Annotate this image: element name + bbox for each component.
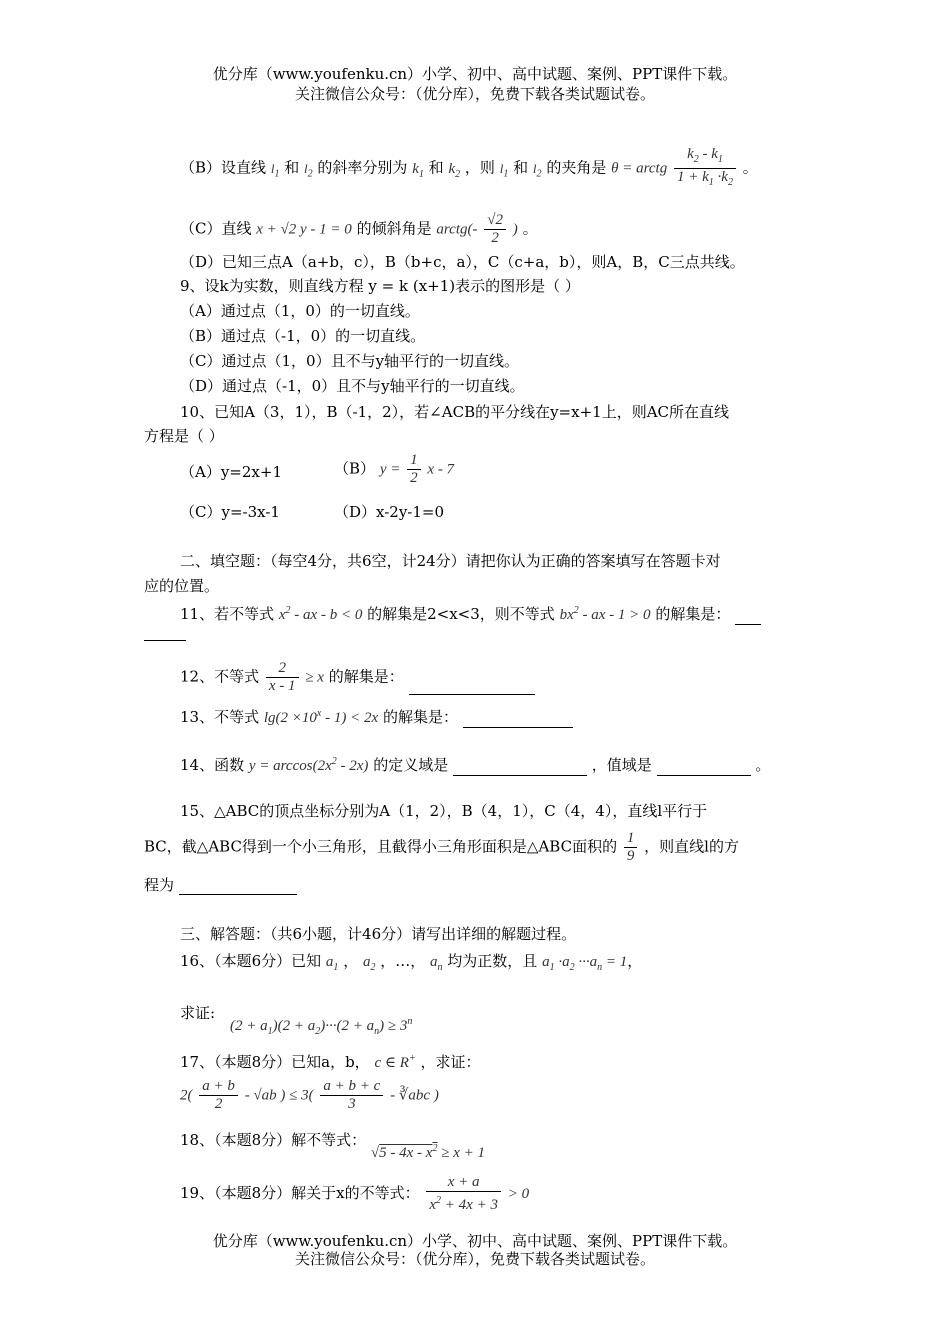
q8-option-d: （D）已知三点A（a+b，c），B（b+c，a），C（c+a，b），则A，B，C三点共线。 [180, 253, 745, 271]
q15-line3: 程为 [144, 875, 297, 895]
angle-formula-fraction: $\frac{k_2 - k_1}{1 + k_1 \cdot k_2}$ [674, 146, 736, 191]
q10-stem-line2: 方程是（ ） [144, 427, 224, 445]
q15-line1: 15、△ABC的顶点坐标分别为A（1，2），B（4，1），C（4，4），直线l平行于 [180, 802, 708, 820]
q15-answer-blank[interactable] [179, 880, 297, 895]
q11-answer-blank-continued[interactable] [144, 640, 186, 641]
q12: 12、不等式 $\frac{2}{x - 1}$ ≥ x 的解集是： [180, 660, 535, 695]
section2-title-line1: 二、填空题：（每空4分，共6空，计24分）请把你认为正确的答案填写在答题卡对 [180, 552, 721, 570]
q14: 14、函数 $y = \arccos(2x^2 - 2x)$ 的定义域是 ，值域是 。 [180, 756, 771, 774]
q10-option-c: （C）y=-3x-1 [180, 503, 280, 521]
q12-answer-blank[interactable] [409, 680, 535, 695]
q8-option-b: （B）设直线 $l_1$ 和 $l_2$ 的斜率分别为 $k_1$ 和 $k_2$ ，则 $l_1$ 和 $l_2$ 的夹角是 θ = arctg $\frac{k_2 - k_1}{1 + k_1 \cdot k_2}$ 。 [180, 146, 758, 191]
section2-title-line2: 应的位置。 [144, 577, 220, 595]
q14-range-blank[interactable] [657, 761, 751, 776]
q17-formula: 2( $\frac{a + b}{2}$ - √ab ) ≤ 3( $\frac{a + b + c}{3}$ - ∛abc ) [180, 1078, 439, 1112]
q8-option-c: （C）直线 x + √2 y - 1 = 0 的倾斜角是 arctg(- $\frac{√2}{2}$ ) 。 [180, 212, 538, 246]
q16-formula: $(2 + a_1)(2 + a_2)\cdot\cdot\cdot(2 + a_n) \ge 3^n$ [230, 1016, 413, 1037]
q9-option-a: （A）通过点（1，0）的一切直线。 [180, 302, 420, 320]
q18: 18、（本题8分）解不等式： $√5 - 4x - x^2 \ge x + 1$ [180, 1131, 485, 1161]
q9-option-b: （B）通过点（-1，0）的一切直线。 [180, 327, 426, 345]
header-line-1: 优分库（www.youfenku.cn）小学、初中、高中试题、案例、PPT课件下载。 [212, 65, 738, 83]
section3-title: 三、解答题：（共6小题，计46分）请写出详细的解题过程。 [180, 925, 577, 943]
q10-stem-line1: 10、已知A（3，1），B（-1，2），若∠ACB的平分线在y=x+1上，则AC所在直线 [180, 403, 730, 421]
q9-option-d: （D）通过点（-1，0）且不与y轴平行的一切直线。 [180, 377, 525, 395]
q11: 11、若不等式 $x^2$ - ax - b < 0 的解集是2<x<3，则不等式 $bx^2$ - ax - 1 > 0 的解集是： [180, 601, 761, 625]
q10-option-a: （A）y=2x+1 [180, 463, 282, 481]
q9-stem: 9、设k为实数，则直线方程 y = k (x+1)表示的图形是（ ） [180, 277, 580, 295]
q9-option-c: （C）通过点（1，0）且不与y轴平行的一切直线。 [180, 352, 520, 370]
q16-line1: 16、（本题6分）已知 $a_1$ ， $a_2$ ，…， $a_n$ 均为正数，且 $a_1 \cdot a_2 \cdot\cdot\cdot a_n = 1$， [180, 952, 643, 973]
q13: 13、不等式 $\lg(2 \times 10^x - 1) < 2x$ 的解集是： [180, 704, 573, 728]
q17-line1: 17、（本题8分）已知a，b， c ∈ R+ ，求证： [180, 1053, 481, 1071]
footer-line-1: 优分库（www.youfenku.cn）小学、初中、高中试题、案例、PPT课件下载。 [212, 1232, 738, 1250]
q15-line2: BC，截△ABC得到一个小三角形，且截得小三角形面积是△ABC面积的 $\frac{1}{9}$ ，则直线l的方 [144, 830, 739, 864]
q10-option-b: （B） y = $\frac{1}{2}$ x - 7 [334, 452, 455, 486]
q14-domain-blank[interactable] [453, 761, 587, 776]
header-line-2: 关注微信公众号：（优分库），免费下载各类试题试卷。 [294, 85, 655, 103]
footer-line-2: 关注微信公众号：（优分库），免费下载各类试题试卷。 [294, 1250, 655, 1268]
q11-answer-blank[interactable] [735, 610, 761, 625]
q19: 19、（本题8分）解关于x的不等式： $\frac{x + a}{x^2 + 4x + 3}$ > 0 [180, 1174, 530, 1213]
q16-prove: 求证: [180, 1004, 216, 1022]
q13-answer-blank[interactable] [463, 713, 573, 728]
q10-option-d: （D）x-2y-1=0 [334, 503, 445, 521]
